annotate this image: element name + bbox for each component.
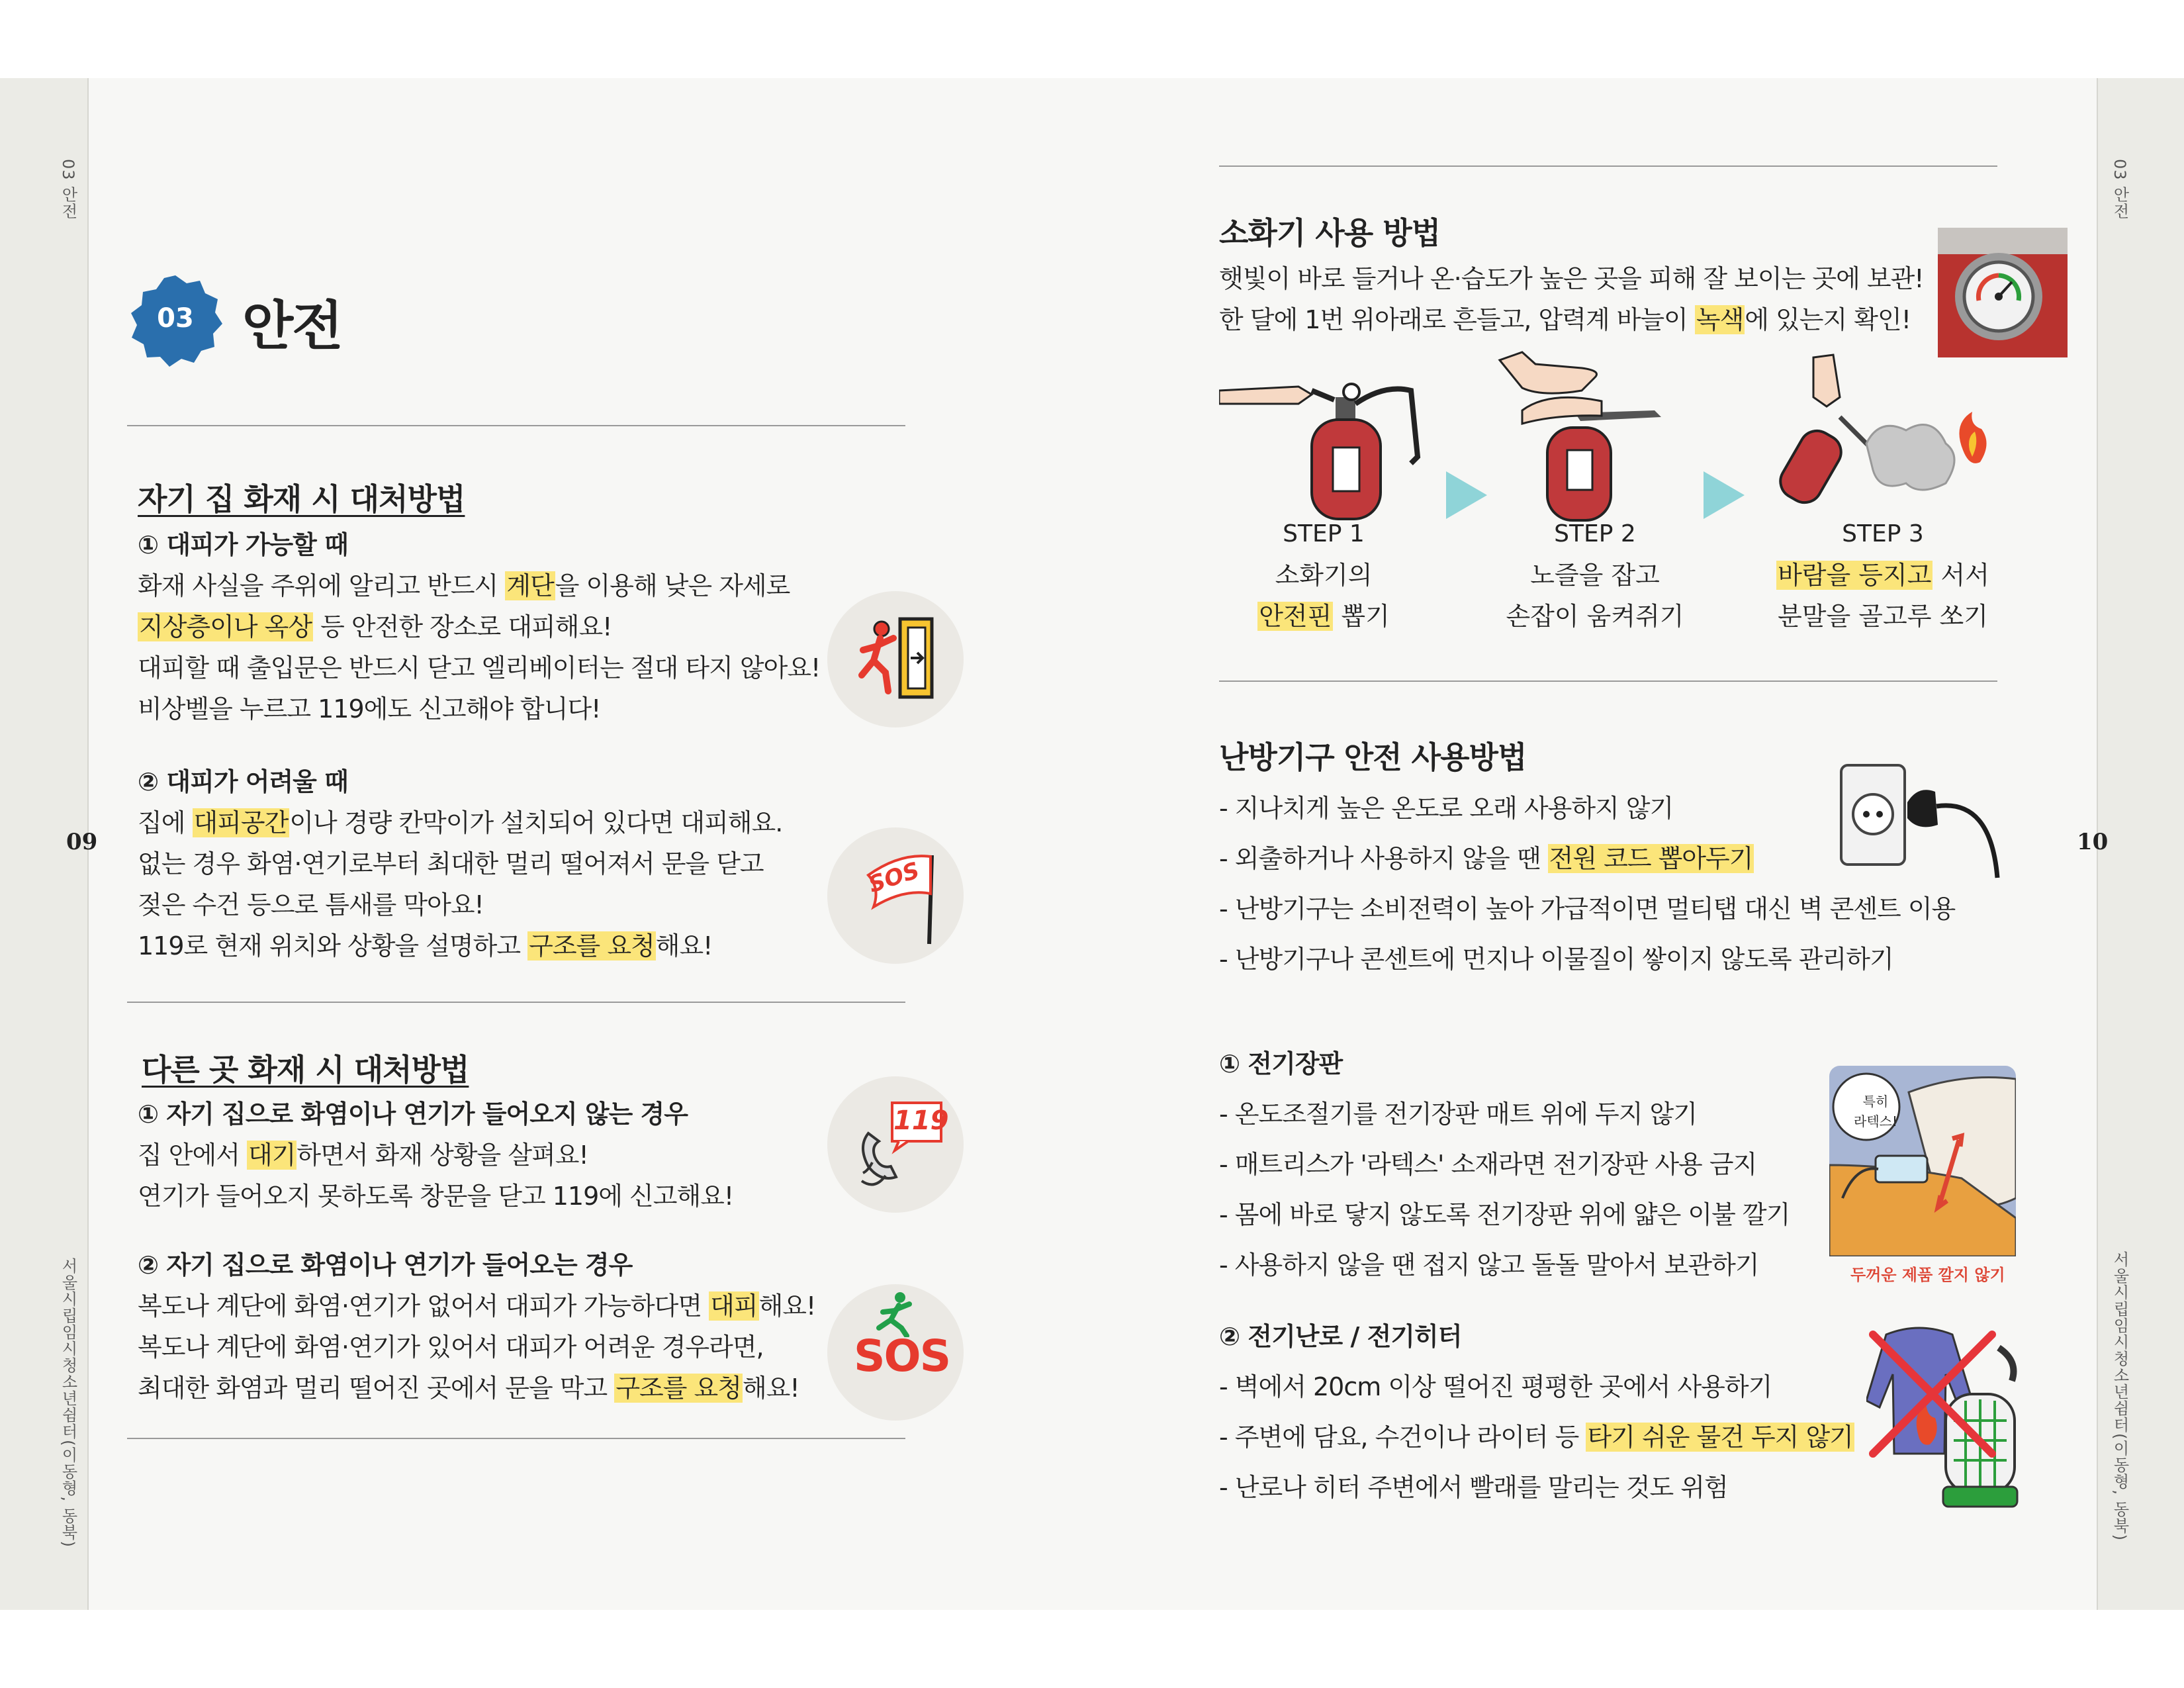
highlight: 안전핀 xyxy=(1259,602,1332,631)
chapter-title: 안전 xyxy=(242,295,342,357)
other-fire-case1-title: ① 자기 집으로 화염이나 연기가 들어오지 않는 경우 xyxy=(138,1100,688,1129)
highlight: 지상층이나 옥상 xyxy=(139,612,312,641)
divider xyxy=(1219,680,1997,682)
text-line: 복도나 계단에 화염·연기가 있어서 대피가 어려운 경우라면, xyxy=(138,1333,764,1362)
text-line: 젖은 수건 등으로 틈새를 막아요! xyxy=(138,890,484,919)
step2-desc2: 손잡이 움켜쥐기 xyxy=(1506,602,1684,631)
text-line: 집 안에서 대기하면서 화재 상황을 살펴요! xyxy=(138,1141,588,1170)
step1-desc1: 소화기의 xyxy=(1275,561,1373,590)
highlight: 타기 쉬운 물건 두지 않기 xyxy=(1587,1423,1853,1452)
own-fire-title: 자기 집 화재 시 대처방법 xyxy=(138,481,465,517)
own-fire-case2-title: ② 대피가 어려울 때 xyxy=(138,767,348,796)
divider xyxy=(127,1438,905,1439)
wall-outlet-plug-icon xyxy=(1839,759,2011,884)
left-page-number: 09 xyxy=(66,829,98,855)
highlight: 대피 xyxy=(710,1291,758,1321)
text-line: - 주변에 담요, 수건이나 라이터 등 타기 쉬운 물건 두지 않기 xyxy=(1219,1423,1853,1452)
text-line: 119로 현재 위치와 상황을 설명하고 구조를 요청해요! xyxy=(138,931,713,961)
step-arrow-icon xyxy=(1704,471,1745,519)
extinguisher-title: 소화기 사용 방법 xyxy=(1219,215,1441,251)
text-line: - 매트리스가 '라텍스' 소재라면 전기장판 사용 금지 xyxy=(1219,1150,1757,1179)
text-line: 비상벨을 누르고 119에도 신고해야 합니다! xyxy=(138,694,601,724)
text-line: 햇빛이 바로 들거나 온·습도가 높은 곳을 피해 잘 보이는 곳에 보관! xyxy=(1219,264,1924,293)
text-line: - 난로나 히터 주변에서 빨래를 말리는 것도 위험 xyxy=(1219,1473,1728,1502)
chapter-badge-number: 03 xyxy=(157,303,194,334)
text-line: 한 달에 1번 위아래로 흔들고, 압력계 바늘이 녹색에 있는지 확인! xyxy=(1219,305,1911,334)
text-line: - 지나치게 높은 온도로 오래 사용하지 않기 xyxy=(1219,794,1674,823)
step3-desc2: 분말을 골고루 쏘기 xyxy=(1778,602,1988,631)
highlight: 대피공간 xyxy=(193,808,289,837)
phone-119-text: 119 xyxy=(893,1105,949,1136)
highlight: 전원 코드 뽑아두기 xyxy=(1549,844,1753,873)
stove-title: ② 전기난로 / 전기히터 xyxy=(1219,1322,1462,1351)
step2-grip-handle-icon xyxy=(1496,351,1707,523)
other-fire-case2-title: ② 자기 집으로 화염이나 연기가 들어오는 경우 xyxy=(138,1250,633,1280)
right-page-number: 10 xyxy=(2077,829,2109,855)
emergency-exit-icon xyxy=(847,609,946,708)
highlight: 구조를 요청 xyxy=(529,931,655,961)
blanket-caption: 두꺼운 제품 깔지 않기 xyxy=(1850,1266,2005,1284)
text-line: 최대한 화염과 멀리 떨어진 곳에서 문을 막고 구조를 요청해요! xyxy=(138,1374,799,1403)
step3-label: STEP 3 xyxy=(1842,520,1924,547)
highlight: 대기 xyxy=(248,1141,296,1170)
text-line: 집에 대피공간이나 경량 칸막이가 설치되어 있다면 대피해요. xyxy=(138,808,783,837)
text-line: 복도나 계단에 화염·연기가 없어서 대피가 가능하다면 대피해요! xyxy=(138,1291,816,1321)
highlight: 구조를 요청 xyxy=(615,1374,741,1403)
step1-pull-pin-icon xyxy=(1219,351,1431,523)
text-line: - 온도조절기를 전기장판 매트 위에 두지 않기 xyxy=(1219,1100,1697,1129)
divider xyxy=(127,1002,905,1003)
text-line: - 벽에서 20cm 이상 떨어진 평평한 곳에서 사용하기 xyxy=(1219,1372,1772,1401)
text-line: 대피할 때 출입문은 반드시 닫고 엘리베이터는 절대 타지 않아요! xyxy=(138,653,821,682)
text-line: - 사용하지 않을 땐 접지 않고 돌돌 말아서 보관하기 xyxy=(1219,1250,1759,1280)
blanket-bubble-line2: 라텍스! xyxy=(1854,1113,1897,1129)
heater-title: 난방기구 안전 사용방법 xyxy=(1219,739,1527,775)
highlight: 녹색 xyxy=(1696,305,1744,334)
blanket-bubble-line1: 특히 xyxy=(1862,1094,1889,1109)
text-line: - 난방기구는 소비전력이 높아 가급적이면 멀티탭 대신 벽 콘센트 이용 xyxy=(1219,894,1956,923)
step2-label: STEP 2 xyxy=(1554,520,1636,547)
text-line: 없는 경우 화염·연기로부터 최대한 멀리 떨어져서 문을 닫고 xyxy=(138,849,764,878)
left-vertical-title: 서울시립임시청소년쉼터(이동형, 동북) xyxy=(59,1258,77,1548)
step1-desc2: 안전핀 뽑기 xyxy=(1259,602,1390,631)
sos-text: SOS xyxy=(854,1331,950,1382)
step3-desc1: 바람을 등지고 서서 xyxy=(1778,561,1989,590)
divider xyxy=(1219,165,1997,167)
sos-flag-text: SOS xyxy=(865,857,923,899)
text-line: - 몸에 바로 닿지 않도록 전기장판 위에 얇은 이불 깔기 xyxy=(1219,1200,1790,1229)
other-fire-title: 다른 곳 화재 시 대처방법 xyxy=(142,1052,469,1088)
divider xyxy=(127,425,905,426)
right-vertical-title: 서울시립임시청소년쉼터(이동형, 동북) xyxy=(2111,1251,2129,1541)
highlight: 바람을 등지고 xyxy=(1778,561,1932,590)
left-chapter-tab: 03 안전 xyxy=(59,159,77,220)
step1-label: STEP 1 xyxy=(1283,520,1365,547)
step2-desc1: 노즐을 잡고 xyxy=(1530,561,1660,590)
step-arrow-icon xyxy=(1446,471,1487,519)
text-line: - 외출하거나 사용하지 않을 땐 전원 코드 뽑아두기 xyxy=(1219,844,1753,873)
own-fire-case1-title: ① 대피가 가능할 때 xyxy=(138,530,348,559)
pressure-gauge-photo xyxy=(1938,228,2068,357)
blanket-title: ① 전기장판 xyxy=(1219,1049,1343,1078)
right-chapter-tab: 03 안전 xyxy=(2111,159,2129,220)
text-line: - 난방기구나 콘센트에 먼지나 이물질이 쌓이지 않도록 관리하기 xyxy=(1219,945,1893,974)
text-line: 화재 사실을 주위에 알리고 반드시 계단을 이용해 낮은 자세로 xyxy=(138,571,790,600)
highlight: 계단 xyxy=(506,571,554,600)
heater-no-clothes-icon xyxy=(1866,1321,2025,1511)
step3-spray-icon xyxy=(1774,351,1992,523)
text-line: 지상층이나 옥상 등 안전한 장소로 대피해요! xyxy=(139,612,612,641)
text-line: 연기가 들어오지 못하도록 창문을 닫고 119에 신고해요! xyxy=(138,1182,734,1211)
